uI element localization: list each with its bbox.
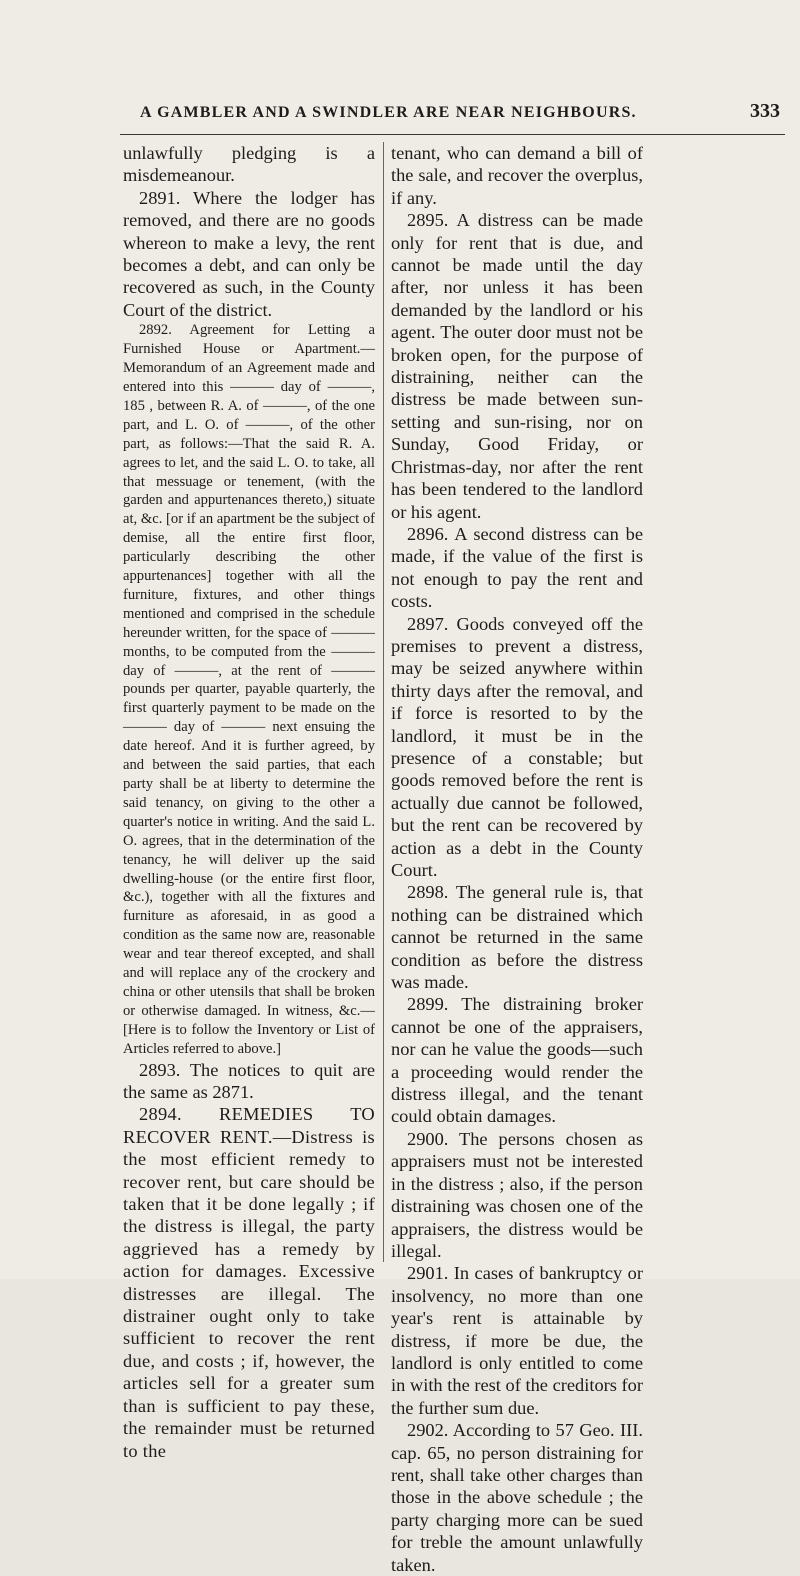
- paragraph-2897: 2897. Goods conveyed off the premises to prevent a distress, may be seized anywhere within thirty days after the removal, and if force is resorted to by the landlord, it must be in the presence of a constable; but goods removed before the rent is actually due cannot be followed, but the rent can be recovered by action as a debt in the County Court.: [391, 613, 643, 880]
- paragraph-2891: 2891. Where the lodger has removed, and there are no goods whereon to make a levy, the rent becomes a debt, and can only be recovered as such, in the County Court of the district.: [123, 187, 375, 320]
- paragraph-2892: 2892. Agreement for Letting a Furnished House or Apartment.—Memorandum of an Agreement made and entered into this ——— day of ———, 185 , between R. A. of ———, of the one part, and L. O. of ———, of the other part, as follows:—That the said R. A. agrees to let, and the said L. O. to take, all that messuage or tenement, (with the garden and appurtenances thereto,) situate at, &c. [or if an apartment be the subject of demise, all the entire first floor, particularly describing the other appurtenances] together with all the furniture, fixtures, and other things mentioned and comprised in the schedule hereunder written, for the space of ——— months, to be computed from the ——— day of ———, at the rent of ——— pounds per quarter, payable quarterly, the first quarterly payment to be made on the ——— day of ——— next ensuing the date hereof. And it is further agreed, by and between the said parties, that each party shall be at liberty to determine the said tenancy, on giving to the other a quarter's notice in writing. And the said L. O. agrees, that in the determination of the tenancy, he will deliver up the said dwelling-house (or the entire first floor, &c.), together with all the fixtures and furniture as aforesaid, in as good a condition as the same now are, reasonable wear and tear thereof excepted, and shall and will replace any of the crockery and china or other utensils that shall be broken or otherwise damaged. In witness, &c.—[Here is to follow the Inventory or List of Articles referred to above.]: [123, 322, 375, 1057]
- paragraph-continuation: unlawfully pledging is a misdemeanour.: [123, 143, 375, 186]
- paragraph-continuation-right: tenant, who can demand a bill of the sale, and recover the overplus, if any.: [391, 143, 643, 208]
- paragraph-2895: 2895. A distress can be made only for rent that is due, and cannot be made until the day after, nor unless it has been demanded by the landlord or his agent. The outer door must not be broken open, for the purpose of distraining, neither can the distress be made between sun-setting and sun-rising, nor on Sunday, Good Friday, or Christmas-day, nor after the rent has been tendered to the landlord or his agent.: [391, 210, 643, 522]
- paragraph-2901: 2901. In cases of bankruptcy or insolvency, no more than one year's rent is attainable by distress, if more be due, the landlord is only entitled to come in with the rest of the creditors for the further sum due.: [391, 1263, 643, 1418]
- paragraph-2898: 2898. The general rule is, that nothing can be distrained which cannot be returned in the same condition as before the distress was made.: [391, 882, 643, 993]
- right-column: [391, 142, 643, 1576]
- paragraph-2900: 2900. The persons chosen as appraisers must not be interested in the distress ; also, if the person distraining was chosen one of the appraisers, the distress would be illegal.: [391, 1128, 643, 1261]
- page-header: [140, 100, 780, 128]
- header-rule: [120, 134, 785, 135]
- paragraph-2894: 2894. REMEDIES TO RECOVER RENT.—Distress is the most efficient remedy to recover rent, but care should be taken that it be done legally ; if the distress is illegal, the party aggrieved has a remedy by action for damages. Excessive distresses are illegal. The distrainer ought only to take sufficient to recover the rent due, and costs ; if, however, the articles sell for a greater sum than is sufficient to pay these, the remainder must be returned to the: [123, 1104, 375, 1461]
- left-column: [123, 142, 375, 1462]
- page-number: 333: [750, 100, 780, 122]
- paragraph-2902: 2902. According to 57 Geo. III. cap. 65, no person distraining for rent, shall take other charges than those in the above schedule ; the party charging more can be sued for treble the amount unlawfully taken.: [391, 1420, 643, 1575]
- column-divider: [383, 142, 384, 1262]
- paragraph-2893: 2893. The notices to quit are the same as 2871.: [123, 1059, 375, 1102]
- paragraph-2896: 2896. A second distress can be made, if the value of the first is not enough to pay the rent and costs.: [391, 523, 643, 612]
- running-title: A GAMBLER AND A SWINDLER ARE NEAR NEIGHBOURS.: [140, 104, 637, 121]
- paragraph-2899: 2899. The distraining broker cannot be one of the appraisers, nor can he value the goods—such a proceeding would render the distress illegal, and the tenant could obtain damages.: [391, 994, 643, 1127]
